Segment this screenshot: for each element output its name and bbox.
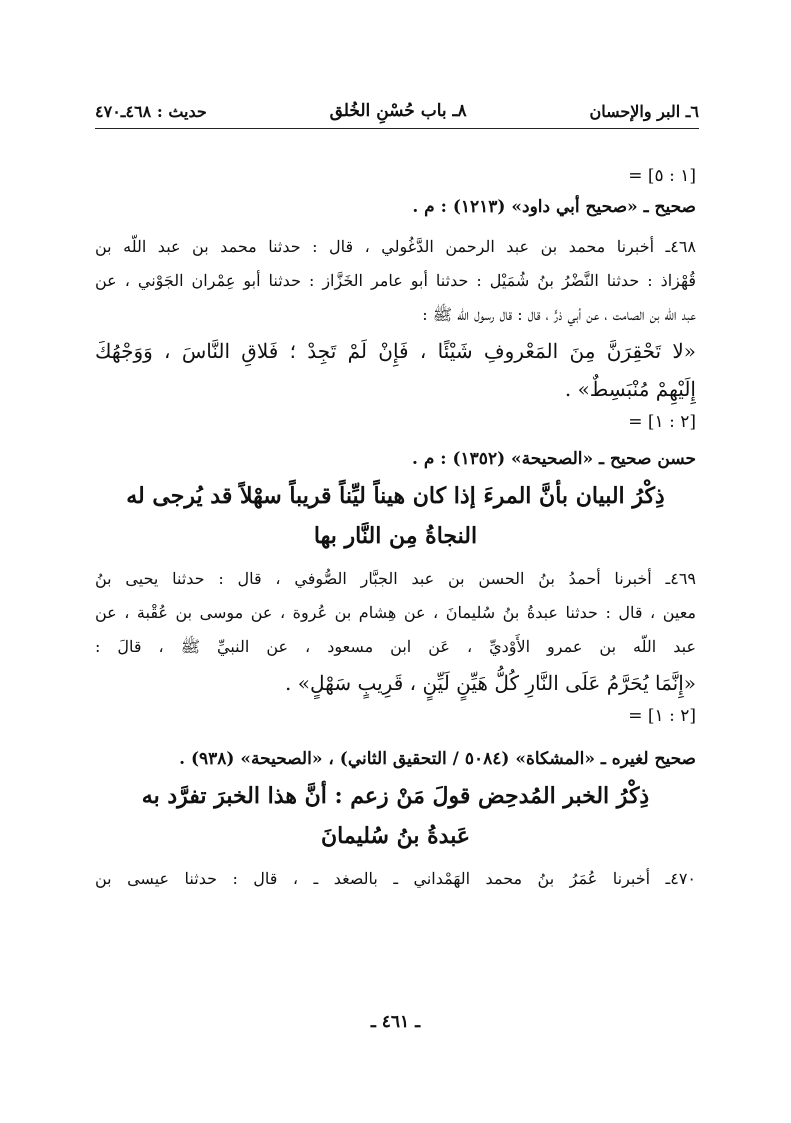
hadith-text-line: إِلَيْهِمْ مُنْبَسِطٌ» . <box>564 377 696 401</box>
reference-mark: [٢ : ١] = <box>628 412 696 432</box>
header-hadith-range: حديث : ٤٦٨ـ٤٧٠ <box>95 101 207 121</box>
isnad-line: عبد اللّه بن الصامت ، عن أبي ذرٍّ ، قال : قال رسول اللّه ﷺ : <box>422 305 696 324</box>
hadith-text-line: «إِنَّمَا يُحَرَّمُ عَلَى النَّارِ كُلُّ هَيِّنٍ لَيِّنٍ ، قَرِيبٍ سَهْلٍ» . <box>285 671 696 695</box>
section-title-line: ذِكْرُ البيان بأنَّ المرءَ إذا كان هيناً ليِّناً قريباً سهْلاً قد يُرجى له <box>126 483 665 509</box>
header-rule <box>95 128 699 129</box>
section-title-line: عَبدةُ بنُ سُليمانَ <box>321 823 470 849</box>
isnad-line: ٤٧٠ـ أخبرنا عُمَرُ بنُ محمد الهَمْداني ـ بالصغد ـ ، قال : حدثنا عيسى بن <box>95 869 696 888</box>
isnad-line: ٤٦٨ـ أخبرنا محمد بن عبد الرحمن الدَّغُولي ، قال : حدثنا محمد بن عبد اللّه بن <box>95 237 696 256</box>
reference-mark: [٢ : ١] = <box>628 706 696 726</box>
isnad-line: قُهْزاذ : حدثنا النَّضْرُ بنُ شُمَيْل : حدثنا أبو عامر الخَزَّاز : حدثنا أبو عِمْران الجَوْني ، عن <box>95 271 696 290</box>
isnad-line: ٤٦٩ـ أخبرنا أحمدُ بنُ الحسن بن عبد الجبَّار الصُّوفي ، قال : حدثنا يحيى بنُ <box>95 569 696 588</box>
section-title-line: ذِكْرُ الخبر المُدحِض قولَ مَنْ زعم : أنَّ هذا الخبرَ تفرَّد به <box>141 783 650 809</box>
hadith-text-line: «لا تَحْقِرَنَّ مِنَ المَعْروفِ شَيْئًا ، فَإِنْ لَمْ تَجِدْ ؛ فَلاقِ النَّاسَ ، وَوَجْهُكَ <box>95 339 696 363</box>
isnad-line: معين ، قال : حدثنا عبدةُ بنُ سُليمانَ ، عن هِشام بن عُروة ، عن موسى بن عُقْبة ، عن <box>95 603 696 622</box>
grading-line: صحيح ـ «صحيح أبي داود» (١٢١٣) : م . <box>412 197 696 217</box>
page-body <box>95 162 696 896</box>
reference-mark: [١ : ٥] = <box>628 166 696 186</box>
section-title-line: النجاةُ مِن النَّار بها <box>313 523 478 549</box>
header-section: ٨ـ باب حُسْنِ الخُلق <box>329 101 467 121</box>
running-header <box>95 96 699 126</box>
header-chapter: ٦ـ البر والإحسان <box>589 101 699 121</box>
page-number: ـ ٤٦١ ـ <box>370 1012 421 1032</box>
isnad-line: عبد اللّه بن عمرو الأَوْديِّ ، عَن ابن مسعود ، عن النبيِّ ﷺ ، قالَ : <box>95 637 696 656</box>
grading-line: صحيح لغيره ـ «المشكاة» (٥٠٨٤ / التحقيق الثاني) ، «الصحيحة» (٩٣٨) . <box>179 749 696 769</box>
grading-line: حسن صحيح ـ «الصحيحة» (١٣٥٢) : م . <box>412 449 696 469</box>
